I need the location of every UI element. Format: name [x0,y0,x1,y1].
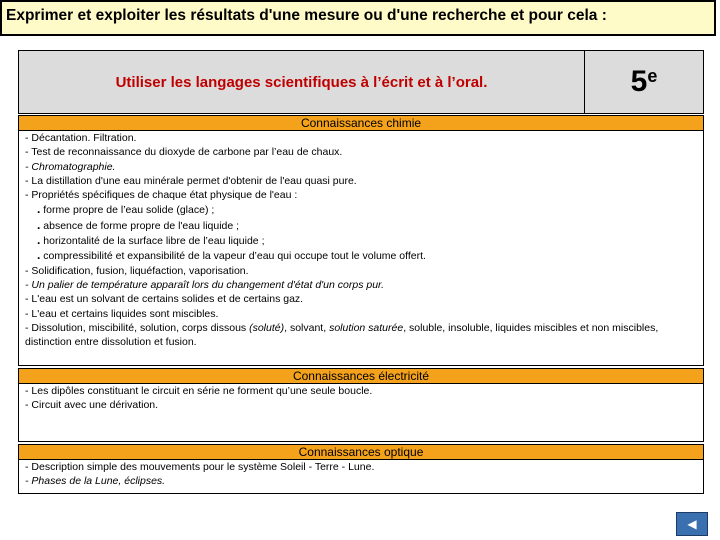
list-item: - Phases de la Lune, éclipses. [25,475,166,488]
header-box [18,50,704,114]
section-body-optique [18,460,704,494]
list-item: - Test de reconnaissance du dioxyde de carbone par l’eau de chaux. [25,146,343,159]
list-item: - Dissolution, miscibilité, solution, corps dissous (soluté), solvant, solution saturée, soluble, insoluble, liquides miscibles et non miscibles, distinction entre dissolution et fusion. [25,321,659,349]
back-arrow-icon: ◀ [687,517,697,531]
bullet: . [37,217,41,232]
list-item: - Décantation. Filtration. [25,132,137,144]
sub-list-item: . absence de forme propre de l'eau liquide ; [37,217,240,232]
list-item: - Propriétés spécifiques de chaque état physique de l'eau : [25,189,298,202]
list-item: - Chromatographie. [25,160,116,173]
list-item: - Un palier de température apparaît lors du changement d'état d'un corps pur. [25,278,385,291]
title-bar [0,0,716,36]
list-item: - Les dipôles constituant le circuit en série ne forment qu’une seule boucle. [25,385,373,397]
list-item: - Circuit avec une dérivation. [25,399,159,412]
sub-list-item: . horizontalité de la surface libre de l’eau liquide ; [37,233,265,248]
subject-label: Utiliser les langages scientifiques à l’écrit et à l’oral. [19,51,585,113]
page-title: Exprimer et exploiter les résultats d'une mesure ou d'une recherche et pour cela : [6,7,607,24]
bullet: . [37,248,41,263]
list-item: - Description simple des mouvements pour le système Soleil - Terre - Lune. [25,461,375,473]
list-item: - L'eau et certains liquides sont miscibles. [25,307,219,320]
section-body-electricite [18,384,704,442]
list-item: - Solidification, fusion, liquéfaction, vaporisation. [25,264,249,277]
section-heading-chimie: Connaissances chimie [18,115,704,131]
back-button[interactable] [676,512,708,536]
list-item: - L'eau est un solvant de certains solides et de certains gaz. [25,293,304,306]
section-heading-optique: Connaissances optique [18,444,704,460]
grade-label [585,51,703,113]
sub-list-item: . compressibilité et expansibilité de la vapeur d’eau qui occupe tout le volume offert. [37,248,426,263]
list-item: - La distillation d'une eau minérale permet d'obtenir de l'eau quasi pure. [25,174,357,187]
section-body-chimie [18,131,704,366]
grade-suffix: e [647,65,658,86]
grade-number: 5 [630,65,648,98]
bullet: . [37,202,41,217]
bullet: . [37,233,41,248]
sub-list-item: . forme propre de l’eau solide (glace) ; [37,202,215,217]
section-heading-electricite: Connaissances électricité [18,368,704,384]
